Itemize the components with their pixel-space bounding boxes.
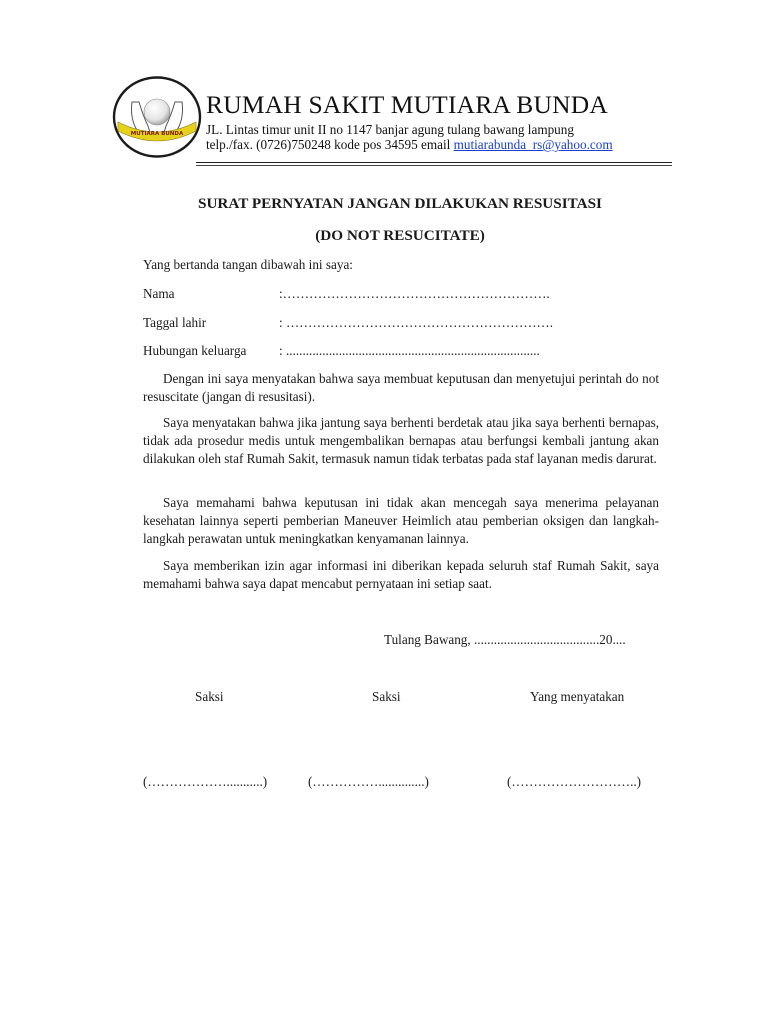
- signature-line-witness-1: (………………...........): [143, 774, 268, 789]
- document-title: SURAT PERNYATAN JANGAN DILAKUKAN RESUSITASI: [198, 195, 602, 212]
- field-blank: : …………………………………………………….: [279, 315, 554, 330]
- signature-line-declarant: (………………………..): [507, 774, 642, 789]
- logo-text: MUTIARA BUNDA: [130, 131, 184, 137]
- field-blank: :…………………………………………………….: [279, 286, 550, 301]
- field-label: Nama: [143, 286, 175, 301]
- contact-text: telp./fax. (0726)750248 kode pos 34595 email: [206, 137, 454, 152]
- hospital-name: RUMAH SAKIT MUTIARA BUNDA: [206, 90, 608, 119]
- place-date-line: Tulang Bawang, ......................................20....: [384, 632, 626, 647]
- statement-paragraph: Saya memahami bahwa keputusan ini tidak akan mencegah saya menerima pelayanan kesehatan lainnya seperti pemberian Maneuver Heimlich atau pemberian oksigen dan langkah-langkah perawatan untuk meningkatkan kenyamanan lainnya.: [143, 495, 659, 546]
- hospital-contact: [206, 137, 613, 153]
- signature-label-declarant: Yang menyatakan: [530, 689, 625, 704]
- signature-line-witness-2: (……………..............): [308, 774, 429, 789]
- letterhead-divider-thin: [196, 165, 672, 166]
- field-blank: : .............................................................................: [279, 343, 540, 358]
- hospital-logo: [112, 76, 202, 158]
- hospital-address: JL. Lintas timur unit II no 1147 banjar agung tulang bawang lampung: [206, 122, 574, 137]
- field-label: Hubungan keluarga: [143, 343, 247, 358]
- field-label: Taggal lahir: [143, 315, 207, 330]
- signature-label-witness-2: Saksi: [372, 689, 401, 704]
- statement-paragraph: Saya menyatakan bahwa jika jantung saya berhenti berdetak atau jika saya berhenti bernapas, tidak ada prosedur medis untuk mengembalikan bernapas atau berfungsi kembali jantung akan dilakukan oleh staf Rumah Sakit, termasuk namun tidak terbatas pada staf layanan medis darurat.: [143, 415, 659, 466]
- letterhead-divider: [196, 162, 672, 163]
- email-link[interactable]: mutiarabunda_rs@yahoo.com: [453, 137, 613, 152]
- statement-paragraph: Dengan ini saya menyatakan bahwa saya membuat keputusan dan menyetujui perintah do not resuscitate (jangan di resusitasi).: [143, 371, 659, 404]
- document-subtitle: (DO NOT RESUCITATE): [315, 227, 485, 244]
- intro-text: Yang bertanda tangan dibawah ini saya:: [143, 257, 353, 272]
- signature-label-witness-1: Saksi: [195, 689, 224, 704]
- statement-paragraph: Saya memberikan izin agar informasi ini diberikan kepada seluruh staf Rumah Sakit, saya memahami bahwa saya dapat mencabut pernyataan ini setiap saat.: [143, 558, 659, 591]
